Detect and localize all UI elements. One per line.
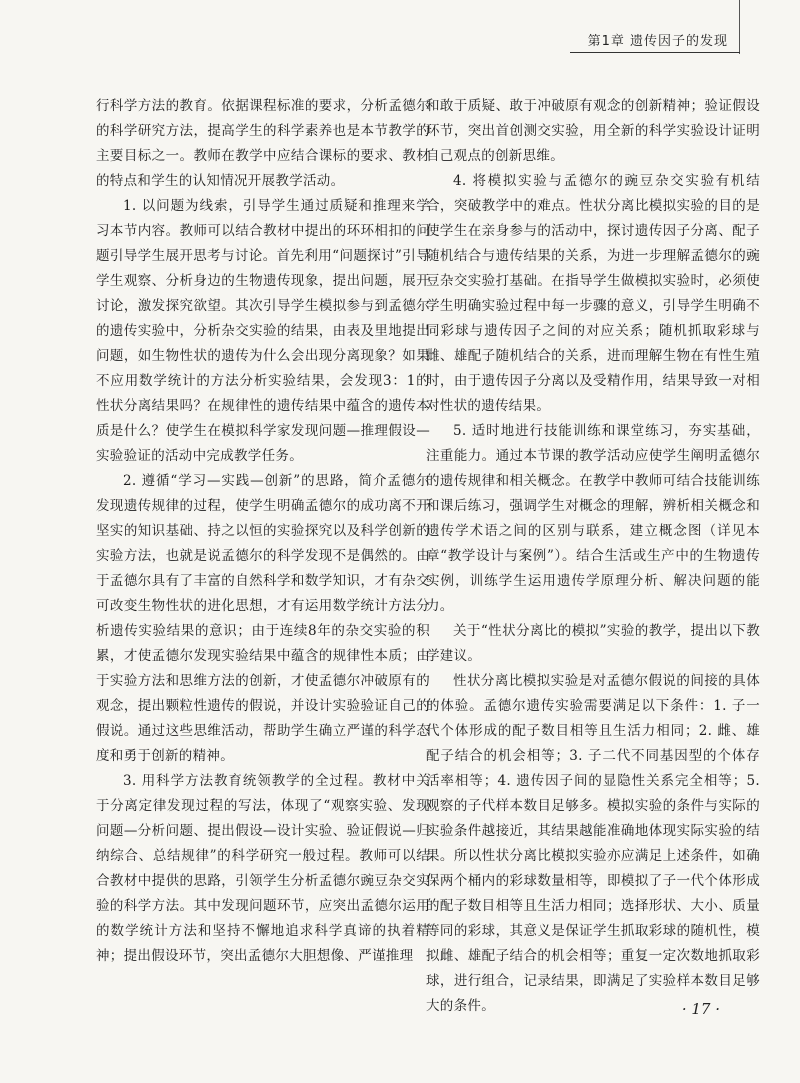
- left-column: [96, 94, 430, 969]
- right-paragraph-1: 和敢于质疑、敢于冲破原有观念的创新精神；验证假设环节，突出首创测交实验，用全新的科学实验设计证明自己观点的创新思维。: [426, 98, 760, 164]
- left-paragraph-4: 3. 用科学方法教育统领教学的全过程。教材中关于分离定律发现过程的写法，体现了“观察实验、发现问题—分析问题、提出假设—设计实验、验证假说—归纳综合、总结规律”的科学研究一般过程。教师可以结合教材中提供的思路，引领学生分析孟德尔豌豆杂交实验的科学方法。其中发现问题环节，应突出孟德尔运用的数学统计方法和坚持不懈地追求科学真谛的执着精神；提出假设环节，突出孟德尔大胆想像、严谨推理: [96, 773, 430, 964]
- left-paragraph-3: 2. 遵循“学习—实践—创新”的思路，简介孟德尔发现遗传规律的过程，使学生明确孟德尔的成功离不开坚实的知识基础、持之以恒的实验探究以及科学创新的实验方法，也就是说孟德尔的科学发现不是偶然的。由于孟德尔具有了丰富的自然科学和数学知识，才有杂交可改变生物性状的进化思想，才有运用数学统计方法分析遗传实验结果的意识；由于连续8年的杂交实验的积累，才使孟德尔发现实验结果中蕴含的规律性本质；由于实验方法和思维方法的创新，才使孟德尔冲破原有的观念，提出颗粒性遗传的假说，并设计实验验证自己的假说。通过这些思维活动，帮助学生确立严谨的科学态度和勇于创新的精神。: [96, 473, 430, 764]
- right-paragraph-2: 4. 将模拟实验与孟德尔的豌豆杂交实验有机结合，突破教学中的难点。性状分离比模拟实验的目的是使学生在亲身参与的活动中，探讨遗传因子分离、配子随机结合与遗传结果的关系，为进一步理解孟德尔的豌豆杂交实验打基础。在指导学生做模拟实验时，必须使学生明确实验过程中每一步骤的意义，引导学生明确不同彩球与遗传因子之间的对应关系；随机抓取彩球与雌、雄配子随机结合的关系，进而理解生物在有性生殖时，由于遗传因子分离以及受精作用，结果导致一对相对性状的遗传结果。: [426, 173, 760, 414]
- right-column: [426, 94, 760, 1019]
- left-paragraph-2: 1. 以问题为线索，引导学生通过质疑和推理来学习本节内容。教师可以结合教材中提出的环环相扣的问题引导学生展开思考与讨论。首先利用“问题探讨”引导学生观察、分析身边的生物遗传现象，提出问题，展开讨论，激发探究欲望。其次引导学生模拟参与到孟德尔的遗传实验中，分析杂交实验的结果，由表及里地提出问题，如生物性状的遗传为什么会出现分离现象？如果不应用数学统计的方法分析实验结果，会发现3：1的性状分离结果吗？在规律性的遗传结果中蕴含的遗传本质是什么？使学生在模拟科学家发现问题—推理假设—实验验证的活动中完成教学任务。: [96, 198, 430, 464]
- page-number: · 17 ·: [681, 1000, 720, 1018]
- left-paragraph-1: 行科学方法的教育。依据课程标准的要求，分析孟德尔的科学研究方法，提高学生的科学素养也是本节教学的主要目标之一。教师在教学中应结合课标的要求、教材的特点和学生的认知情况开展教学活动。: [96, 98, 430, 189]
- page-header: [0, 0, 800, 60]
- header-vertical-line: [739, 0, 740, 54]
- chapter-title: 第1章 遗传因子的发现: [587, 34, 728, 49]
- right-paragraph-3: 5. 适时地进行技能训练和课堂练习，夯实基础，注重能力。通过本节课的教学活动应使学生阐明孟德尔的遗传规律和相关概念。在教学中教师可结合技能训练和课后练习，强调学生对概念的理解，辨析相关概念和遗传学术语之间的区别与联系，建立概念图（详见本章“教学设计与案例”）。结合生活或生产中的生物遗传实例，训练学生运用遗传学原理分析、解决问题的能力。: [426, 423, 760, 614]
- right-paragraph-5: 性状分离比模拟实验是对孟德尔假说的间接的具体的体验。孟德尔遗传实验需要满足以下条件：1. 子一代个体形成的配子数目相等且生活力相同；2. 雌、雄配子结合的机会相等；3. 子二代不同基因型的个体存活率相等；4. 遗传因子间的显隐性关系完全相等；5. 观察的子代样本数目足够多。模拟实验的条件与实际的实验条件越接近，其结果越能准确地体现实际实验的结果。所以性状分离比模拟实验亦应满足上述条件，如确保两个桶内的彩球数量相等，即模拟了子一代个体形成的配子数目相等且生活力相同；选择形状、大小、质量等同的彩球，其意义是保证学生抓取彩球的随机性，模拟雌、雄配子结合的机会相等；重复一定次数地抓取彩球，进行组合，记录结果，即满足了实验样本数目足够大的条件。: [426, 673, 760, 1014]
- right-paragraph-4: 关于“性状分离比的模拟”实验的教学，提出以下教学建议。: [426, 623, 760, 664]
- header-rule: [570, 52, 740, 53]
